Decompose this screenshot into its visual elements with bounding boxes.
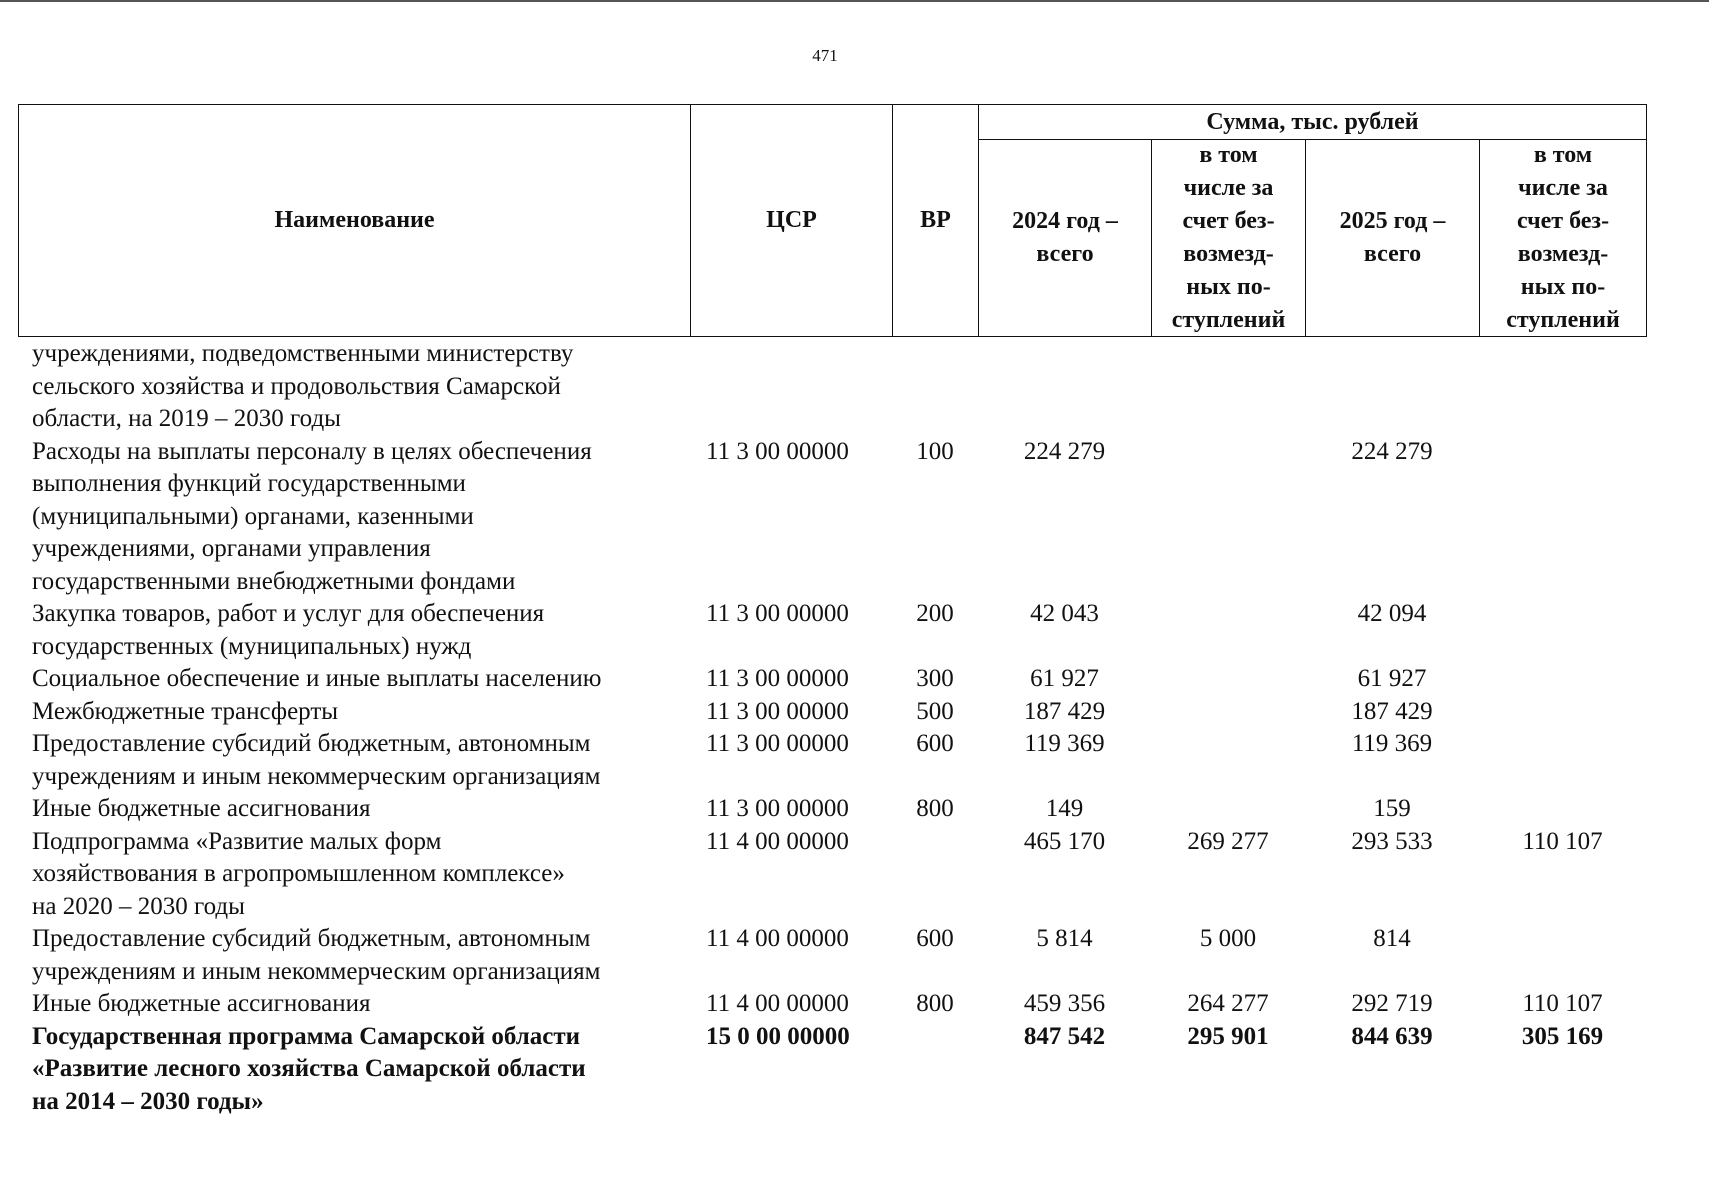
row-2024-free (1151, 728, 1305, 793)
row-2024-total: 119 369 (1024, 730, 1105, 757)
row-2025-free (1479, 338, 1646, 436)
row-2024-free (1151, 338, 1305, 436)
row-2025-total: 119 369 (1351, 730, 1433, 757)
row-2024-total: 847 542 (1023, 1022, 1106, 1050)
row-csr (690, 338, 892, 436)
row-name: Расходы на выплаты персоналу в целях обеспечения выполнения функций государственными (муниципальными) органами, казенными учреждениями, органами управления государственными внебюджетными фондами (32, 437, 592, 595)
row-2024-total: 459 356 (1023, 990, 1106, 1017)
row-2025-free (1479, 923, 1646, 988)
table-row (18, 793, 1646, 826)
row-2025-free: 110 107 (1522, 990, 1603, 1017)
row-2024-free: 295 901 (1187, 1022, 1269, 1050)
row-csr: 11 3 00 00000 (706, 600, 849, 627)
row-2025-free (1479, 598, 1646, 663)
row-2025-free: 305 169 (1521, 1022, 1604, 1050)
row-name: Иные бюджетные ассигнования (32, 990, 371, 1017)
row-2025-total: 814 (1373, 925, 1411, 952)
row-2025-total: 844 639 (1351, 1022, 1433, 1050)
row-2025-total: 159 (1373, 795, 1411, 822)
top-rule (0, 0, 1709, 2)
header-2024-free: в том числе за счет без- возмезд- ных по- ступлений (1151, 139, 1305, 336)
header-csr: ЦСР (690, 104, 892, 336)
row-csr: 11 4 00 00000 (706, 925, 849, 952)
row-2024-total: 5 814 (1036, 925, 1093, 952)
row-vr (892, 826, 978, 924)
header-2025-total: 2025 год – всего (1305, 139, 1479, 336)
table-row (18, 826, 1646, 924)
row-2025-total: 187 429 (1351, 697, 1433, 725)
row-2025-free (1479, 696, 1646, 729)
row-2025-total: 224 279 (1351, 437, 1433, 465)
row-csr: 15 0 00 00000 (706, 1022, 850, 1050)
table-row (18, 598, 1646, 663)
row-name: Закупка товаров, работ и услуг для обеспечения государственных (муниципальных) нужд (32, 600, 545, 660)
row-vr: 200 (916, 600, 954, 627)
row-vr (892, 338, 978, 436)
row-2025-free (1479, 728, 1646, 793)
table-header (18, 104, 1647, 337)
row-2025-total: 293 533 (1351, 827, 1433, 855)
row-2024-total: 61 927 (1030, 665, 1099, 692)
table-row (18, 696, 1646, 729)
row-2025-total: 292 719 (1351, 990, 1433, 1017)
row-2024-total: 42 043 (1030, 600, 1099, 627)
row-2025-free (1479, 793, 1646, 826)
row-2024-free: 5 000 (1199, 925, 1257, 952)
header-name: Наименование (18, 104, 690, 336)
row-vr: 600 (916, 730, 954, 757)
row-2024-total: 149 (1045, 795, 1084, 822)
row-2024-free (1151, 598, 1305, 663)
row-2024-free: 269 277 (1187, 827, 1269, 855)
row-vr: 300 (916, 665, 954, 692)
header-2025-free: в том числе за счет без- возмезд- ных по- ступлений (1479, 139, 1646, 336)
row-2024-free (1151, 663, 1305, 696)
row-name: Государственная программа Самарской области «Развитие лесного хозяйства Самарской области на 2014 – 2030 годы» (32, 1022, 586, 1115)
page-number: 471 (812, 46, 838, 65)
row-name: Подпрограмма «Развитие малых форм хозяйствования в агропромышленном комплексе» на 2020 – 2030 годы (32, 827, 565, 920)
row-csr: 11 3 00 00000 (706, 437, 849, 465)
row-2025-free (1479, 436, 1646, 599)
row-vr: 500 (916, 697, 954, 725)
row-csr: 11 3 00 00000 (706, 697, 849, 725)
row-name: Иные бюджетные ассигнования (32, 795, 371, 822)
table-row (18, 436, 1646, 599)
row-csr: 11 4 00 00000 (706, 827, 849, 855)
row-2025-free (1479, 663, 1646, 696)
row-2024-total: 465 170 (1023, 827, 1106, 855)
row-2024-free: 264 277 (1187, 990, 1269, 1017)
header-sum-group: Сумма, тыс. рублей (978, 104, 1646, 139)
row-vr: 100 (916, 437, 954, 465)
row-vr: 800 (916, 990, 954, 1017)
row-2024-free (1151, 696, 1305, 729)
row-vr (892, 1021, 978, 1119)
row-csr: 11 3 00 00000 (706, 795, 849, 822)
row-2025-free: 110 107 (1522, 827, 1603, 855)
table-row (18, 923, 1646, 988)
row-name: Социальное обеспечение и иные выплаты населению (32, 665, 602, 692)
table-row (18, 1021, 1646, 1119)
row-2024-total: 224 279 (1023, 437, 1106, 465)
row-csr: 11 4 00 00000 (706, 990, 849, 1017)
row-2024-free (1151, 436, 1305, 599)
row-csr: 11 3 00 00000 (706, 665, 849, 692)
row-2024-total (978, 338, 1151, 436)
table-body (18, 338, 1646, 1118)
row-2025-total: 61 927 (1357, 665, 1427, 692)
row-2025-total: 42 094 (1357, 600, 1427, 627)
row-name: Межбюджетные трансферты (32, 697, 339, 725)
table-row (18, 988, 1646, 1021)
row-vr: 800 (916, 795, 954, 822)
row-csr: 11 3 00 00000 (706, 730, 849, 757)
row-2024-total: 187 429 (1023, 697, 1106, 725)
header-vr: ВР (892, 104, 978, 336)
row-name: Предоставление субсидий бюджетным, автономным учреждениям и иным некоммерческим организациям (32, 730, 601, 790)
table-row (18, 663, 1646, 696)
row-name: Предоставление субсидий бюджетным, автономным учреждениям и иным некоммерческим организациям (32, 925, 601, 985)
row-vr: 600 (916, 925, 954, 952)
row-2024-free (1151, 793, 1305, 826)
header-2024-total: 2024 год – всего (978, 139, 1151, 336)
table-row (18, 338, 1646, 436)
table-row (18, 728, 1646, 793)
row-name: учреждениями, подведомственными министерству сельского хозяйства и продовольствия Самарской области, на 2019 – 2030 годы (32, 340, 574, 432)
row-2025-total (1305, 338, 1479, 436)
